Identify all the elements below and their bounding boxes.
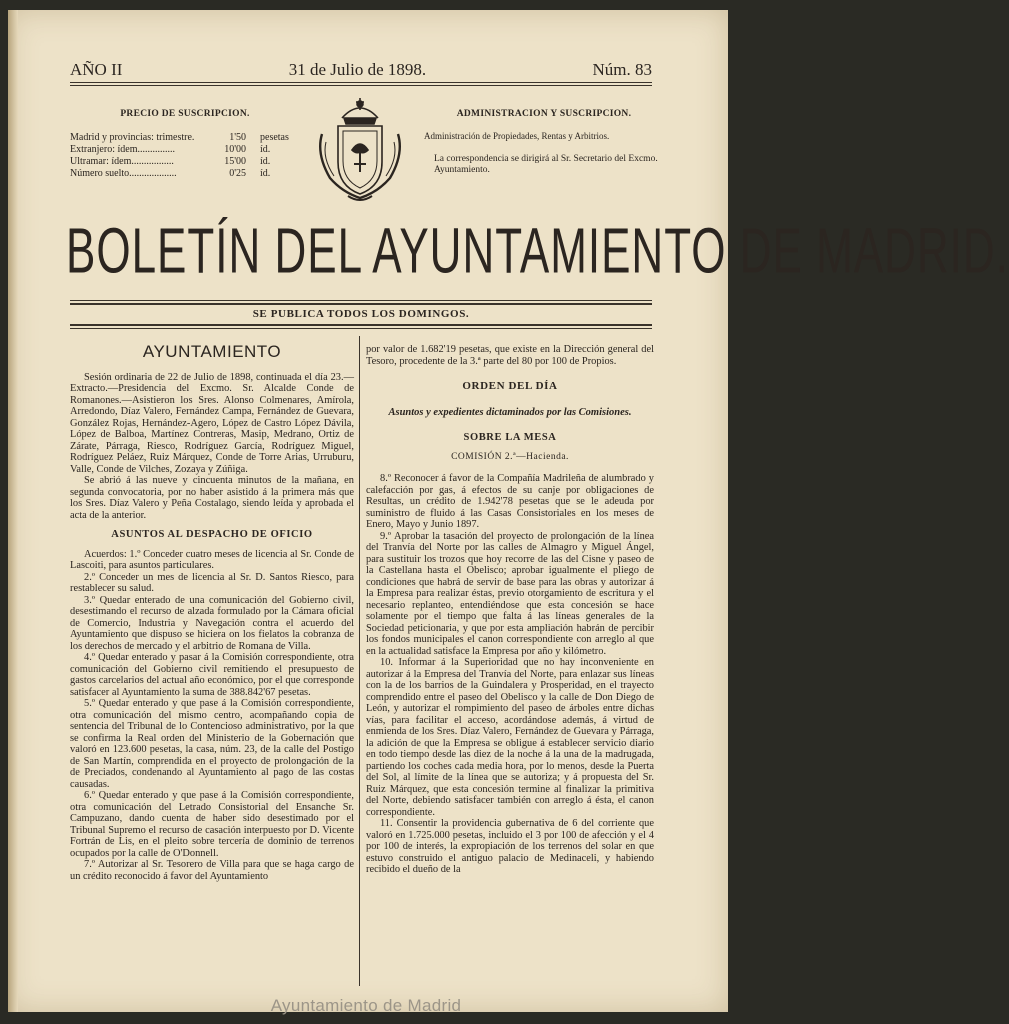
agenda-item: 6.º Quedar enterado y que pase á la Comisión correspondiente, otra comunicación del Letrado Consistorial del Ensanche Sr. Campuzano, dando cuenta de haber sido desestimado por el Tribunal Supremo el recurso de casación interpuesto por D. Vicente Fortrán de Lis, en el pleito sobre tercería de dominio de terrenos ocupados por la calle de O'Donnell. bbox=[70, 790, 354, 859]
agenda-item: 2.º Conceder un mes de licencia al Sr. D. Santos Riesco, para restablecer su salud. bbox=[70, 571, 354, 594]
masthead-rule bbox=[70, 300, 652, 301]
issue-year: AÑO II bbox=[70, 60, 123, 79]
newspaper-page bbox=[8, 10, 1009, 1012]
price-label: Madrid y provincias: trimestre. bbox=[70, 132, 195, 143]
price-label: Extranjero: ídem............... bbox=[70, 144, 175, 155]
agenda-item: 11. Consentir la providencia gubernativa de 6 del corriente que valoró en 1.725.000 pesetas, incluido el 3 por 100 de afección y el 4 por 100 de interés, la expropiación de los terrenos del solar en que estuvo construido el antiguo palacio de Medinaceli, y habiendo recibido el dueño de la bbox=[366, 818, 654, 875]
price-unit: íd. bbox=[260, 144, 271, 155]
price-unit: pesetas bbox=[260, 132, 289, 143]
issue-date: 31 de Julio de 1898. bbox=[288, 60, 427, 79]
left-column bbox=[70, 344, 354, 882]
price-amount: 1'50 bbox=[229, 132, 246, 143]
agenda-item: 7.º Autorizar al Sr. Tesorero de Villa para que se haga cargo de un crédito reconocido á favor del Ayuntamiento bbox=[70, 859, 354, 882]
price-label: Ultramar: ídem................. bbox=[70, 156, 174, 167]
archive-watermark: Ayuntamiento de Madrid bbox=[270, 996, 462, 1015]
issue-number: Núm. 83 bbox=[592, 60, 652, 79]
agenda-item: 3.º Quedar enterado de una comunicación del Gobierno civil, desestimando el recurso de alzada formulado por la Cámara oficial de Comercio, Industria y Navegación contra el acuerdo del Ayuntamiento que dispuso se hiciera on los fielatos la cobranza de los derechos de mercado y el arbitrio de Romana de Villa. bbox=[70, 594, 354, 652]
madrid-coat-of-arms-icon bbox=[312, 94, 408, 202]
price-amount: 15'00 bbox=[224, 156, 246, 167]
subheading-asuntos: ASUNTOS AL DESPACHO DE OFICIO bbox=[111, 529, 313, 540]
price-row bbox=[70, 168, 300, 180]
right-continuation: por valor de 1.682'19 pesetas, que existe en la Dirección general del Tesoro, procedente de la 3.ª parte del 80 por 100 de Propios. bbox=[366, 344, 654, 367]
agenda-item: 5.º Quedar enterado y que pase á la Comisión correspondiente, otra comunicación del mismo centro, acompañando copia de sentencia del Tribunal de lo Contencioso administrativo, por la que se confirma la Real orden del Ministerio de la Gobernación que valoró en 123.600 pesetas, la casa, núm. 23, de la calle del Postigo de San Martín, comprendida en el proyecto de prolongación de la de Preciados, condenando al Ayuntamiento al pago de las costas causadas. bbox=[70, 698, 354, 790]
agenda-item: Acuerdos: 1.º Conceder cuatro meses de licencia al Sr. Conde de Lascoiti, para asuntos particulares. bbox=[70, 548, 354, 571]
administration-title: ADMINISTRACION Y SUSCRIPCION. bbox=[456, 109, 632, 119]
binding-edge bbox=[8, 10, 18, 1012]
weekly-rule-2 bbox=[70, 328, 652, 329]
commission-label: COMISIÓN 2.ª—Hacienda. bbox=[451, 451, 569, 462]
administration-office: Administración de Propiedades, Rentas y Arbitrios. bbox=[424, 131, 610, 141]
issue-bar bbox=[70, 60, 652, 80]
agenda-item: 4.º Quedar enterado y pasar á la Comisión correspondiente, otra comunicación del Gobierno civil remitiendo el presupuesto de gastos carcelarios del actual año económico, por el que corresponde satisfacer al Ayuntamiento la suma de 388.842'67 pesetas. bbox=[70, 652, 354, 698]
price-amount: 10'00 bbox=[224, 144, 246, 155]
weekly-rule bbox=[70, 324, 652, 326]
agenda-item: 10. Informar á la Superioridad que no hay inconveniente en autorizar á la Empresa del Tranvía del Norte, para enlazar sus líneas con la de los barrios de la Guindalera y Prosperidad, en el trayecto comprendido entre el paseo del Obelisco y la calle de Don Diego de León, y autorizar el rompimiento del paseo de árboles entre dichas vías, para facilitar el acceso, acordándose además, á virtud de enmienda de los Sres. Díaz Valero, Fernández de Guevara y Párraga, la adición de que la Empresa se obligue á establecer servicio diario en todo tiempo desde las diez de la noche á la una de la madrugada, partiendo los coches cada media hora, por lo menos, desde la Puerta del Sol, al límite de la línea que se autoriza; y á propuesta del Sr. Ruiz Márquez, que esta concesión termine al finalizar la primitiva del Norte, debiendo satisfacer también con arreglo á ésta, el canon correspondiente. bbox=[366, 657, 654, 818]
correspondence-note: La correspondencia se dirigirá al Sr. Secretario del Excmo. Ayuntamiento. bbox=[434, 154, 658, 175]
masthead-rule-2 bbox=[70, 303, 652, 305]
price-unit: íd. bbox=[260, 156, 271, 167]
section-title-orden: ORDEN DEL DÍA bbox=[462, 380, 558, 392]
top-rule-2 bbox=[70, 85, 652, 86]
section-title-ayuntamiento: AYUNTAMIENTO bbox=[142, 342, 282, 361]
session-summary: Sesión ordinaria de 22 de Julio de 1898, continuada el día 23.—Extracto.—Presidencia del Excmo. Sr. Alcalde Conde de Romanones.—Asistieron los Sres. Alonso Colmenares, Amírola, Arredondo, Díaz Valero, Fernández Campa, Fernández de Guevara, González Rojas, Hernández-Agero, López de Castro López Dávila, López de Balboa, Martínez Contreras, Masip, Medrano, Ortiz de Zárate, Párraga, Riesco, Rodríguez García, Rodríguez Miguel, Rodríguez Peláez, Ruiz Márquez, Conde de Torre Arias, Urruburu, Valle, Conde de Vilches, Zozaya y Zúñiga. bbox=[70, 371, 354, 475]
price-amount: 0'25 bbox=[229, 168, 246, 179]
right-column bbox=[366, 344, 654, 876]
agenda-item: 9.º Aprobar la tasación del proyecto de prolongación de la línea del Tranvía del Norte por las calles de Almagro y Miguel Ángel, para sustituir los trozos que hoy recorre de las del Cisne y paseo de la Castellana hasta el Obelisco; aprobar igualmente el pliego de condiciones que habrá de servir de base para las obras y autorizar á la Empresa para realizar éstas, previo otorgamiento de escritura y el necesario replanteo, entendiéndose que esta concesión se hace solamente por el tiempo que falta á las líneas generales de la Sociedad peticionaria, y que por esta ampliación habrán de percibir los fondos municipales el canon correspondiente con arreglo al que en la actualidad satisface la Empresa por año y kilómetro. bbox=[366, 530, 654, 657]
agenda-item: 8.º Reconocer á favor de la Compañía Madrileña de alumbrado y calefacción por gas, á efectos de su canje por obligaciones de Resultas, un crédito de 1.942'78 pesetas que se le adeuda por suministro de fluido á las Casas Consistoriales en los meses de Enero, Mayo y Junio 1897. bbox=[366, 473, 654, 530]
price-row bbox=[70, 132, 300, 144]
top-rule bbox=[70, 82, 652, 83]
subheading-mesa: SOBRE LA MESA bbox=[463, 432, 557, 443]
price-unit: íd. bbox=[260, 168, 271, 179]
price-label: Número suelto................... bbox=[70, 168, 177, 179]
orden-subtitle: Asuntos y expedientes dictaminados por las Comisiones. bbox=[388, 406, 632, 418]
price-row bbox=[70, 156, 300, 168]
subscription-title: PRECIO DE SUSCRIPCION. bbox=[120, 109, 250, 119]
session-opening: Se abrió á las nueve y cincuenta minutos de la mañana, en segunda convocatoria, por no haber asistido á la primera más que los Sres. Díaz Valero y Peña Costalago, siendo leída y aprobada el acta de la anterior. bbox=[70, 475, 354, 521]
price-row bbox=[70, 144, 300, 156]
masthead-title: BOLETÍN DEL AYUNTAMIENTO DE MADRID. bbox=[66, 216, 1009, 288]
publication-frequency: SE PUBLICA TODOS LOS DOMINGOS. bbox=[252, 308, 470, 320]
subscription-prices bbox=[70, 108, 300, 180]
administration-info bbox=[424, 108, 664, 176]
column-divider bbox=[359, 336, 360, 986]
